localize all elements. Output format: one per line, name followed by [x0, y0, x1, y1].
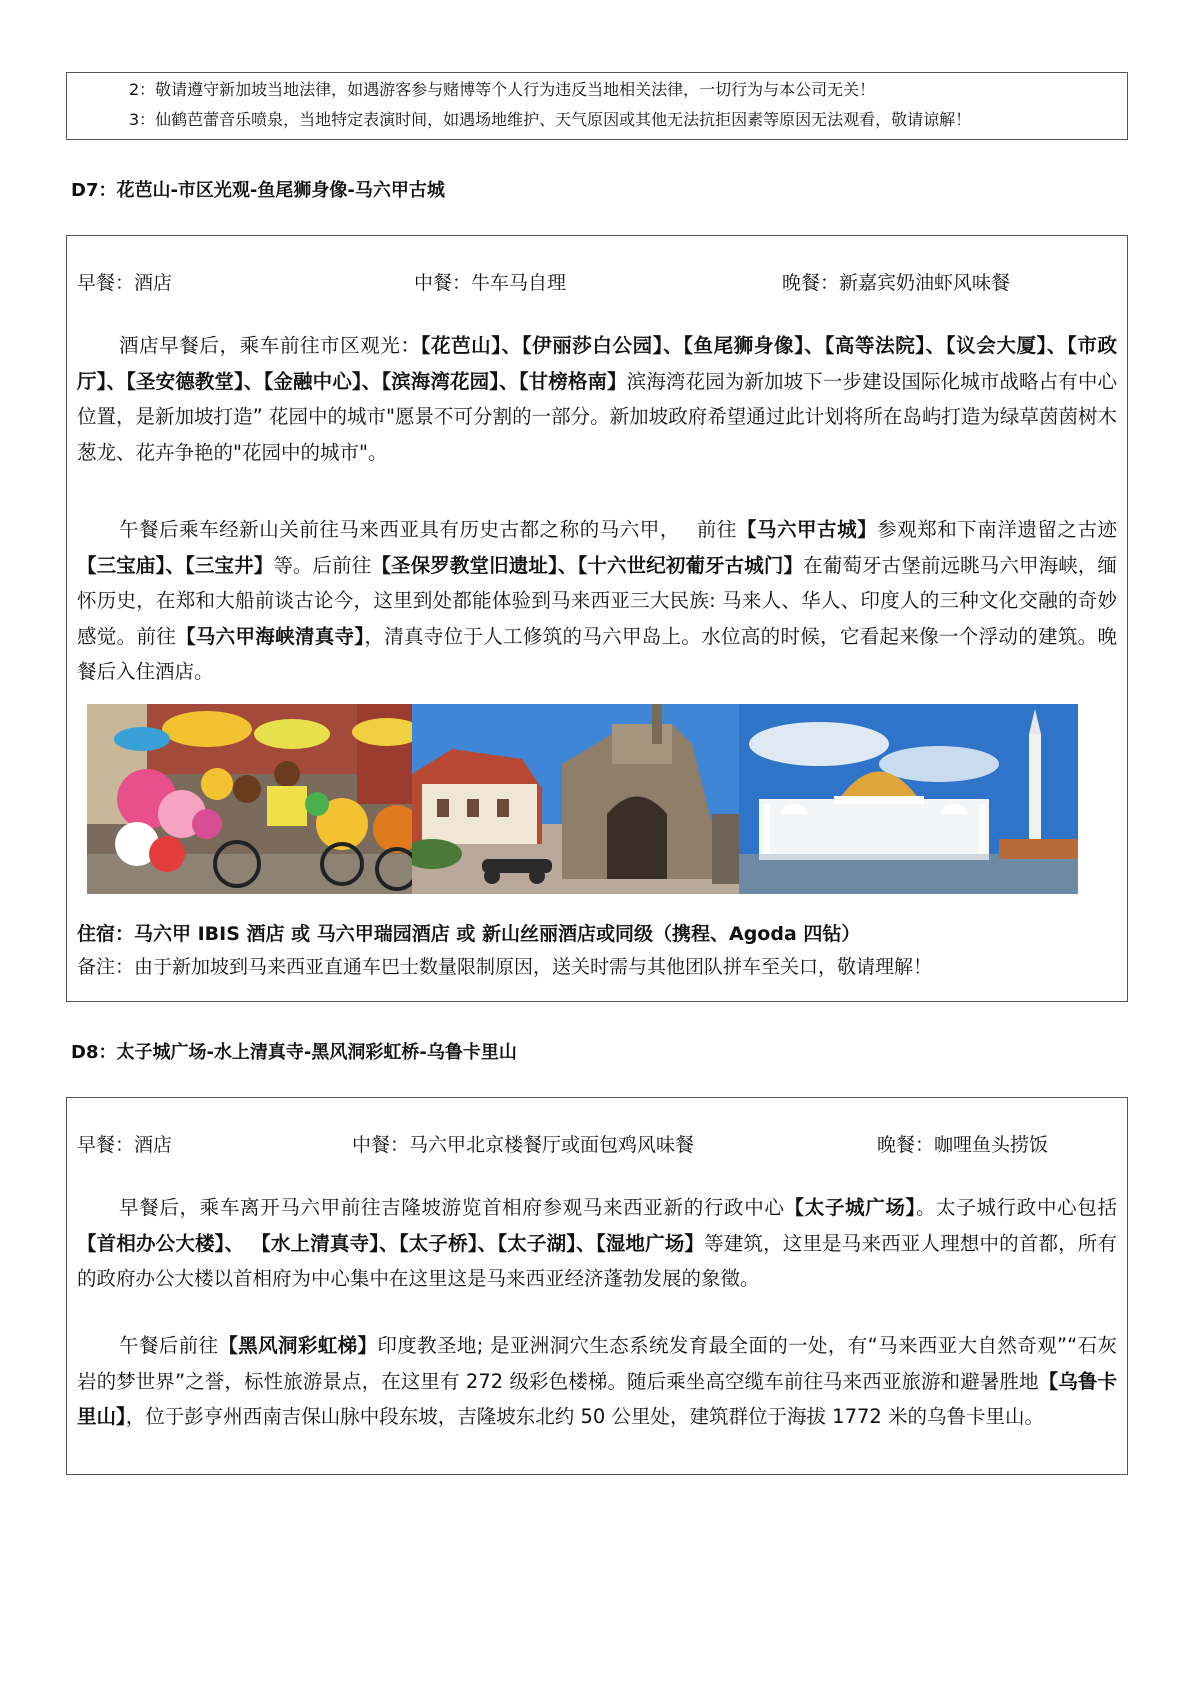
d7-p1-sights: 【花芭山】、【伊丽莎白公园】、【鱼尾狮身像】、【高等法院】、【议会大厦】、【市政厅】、【圣安德教堂】、【金融中心】、【滨海湾花园】、【甘榜格南】 [77, 334, 1117, 393]
d8-p2-text-c: ，位于彭亨州西南吉保山脉中段东坡，吉隆坡东北约 50 公里处，建筑群位于海拔 1772 米的乌鲁卡里山。 [125, 1405, 1044, 1428]
d7-paragraph-1 [77, 328, 1117, 470]
d7-p1-text-b: 滨海湾花园为新加坡下一步建设国际化城市战略占有中心位置，是新加坡打造” 花园中的城市"愿景不可分割的一部分。新加坡政府希望通过此计划将所在岛屿打造为绿草茵茵树木葱龙、花卉争艳的"花园中的城市"。 [77, 369, 1117, 464]
d8-p1-sight-b: 【首相办公大楼】、 【水上清真寺】、【太子桥】、【太子湖】、【湿地广场】 [77, 1231, 705, 1255]
d7-paragraph-2 [77, 512, 1117, 690]
d7-breakfast: 早餐：酒店 [77, 272, 173, 294]
note-line-2: 2：敬请遵守新加坡当地法律，如遇游客参与赌博等个人行为违反当地相关法律，一切行为与本公司无关！ [129, 80, 876, 99]
d8-title: D8：太子城广场-水上清真寺-黑风洞彩虹桥-乌鲁卡里山 [71, 1042, 517, 1063]
d8-box [66, 1097, 1128, 1475]
d8-paragraph-1 [77, 1190, 1117, 1297]
notes-box [66, 72, 1128, 140]
d7-remark: 备注：由于新加坡到马来西亚直通车巴士数量限制原因，送关时需与其他团队拼车至关口，敬请理解！ [77, 956, 933, 978]
d8-p1-sight-a: 【太子城广场】 [784, 1196, 916, 1219]
d7-box [66, 235, 1128, 1002]
d7-p2-text-e: ，清真寺位于人工修筑的马六甲岛上。水位高的时候，它看起来像一个浮动的建筑。晚餐后入住酒店。 [77, 624, 1117, 683]
d7-meals [77, 268, 1117, 296]
d8-breakfast: 早餐：酒店 [77, 1134, 173, 1156]
d8-paragraph-2 [77, 1328, 1117, 1435]
d7-title: D7：花芭山-市区光观-鱼尾狮身像-马六甲古城 [71, 180, 445, 201]
a-famosa-photo [412, 704, 751, 894]
d8-p1-text-c: 等建筑，这里是马来西亚人理想中的首都，所有的政府办公大楼以首相府为中心集中在这里这是马来西亚经济蓬勃发展的象徵。 [77, 1231, 1117, 1290]
d7-dinner: 晚餐：新嘉宾奶油虾风味餐 [782, 272, 1011, 294]
d8-p2-sight-b: 【乌鲁卡里山】 [77, 1369, 1117, 1428]
d7-p1-text-a: 酒店早餐后，乘车前往市区观光： [119, 334, 421, 357]
d8-p2-text-a: 午餐后前往 [119, 1334, 219, 1357]
d8-meals [77, 1130, 1117, 1158]
d8-p1-text-a: 早餐后，乘车离开马六甲前往吉隆坡游览首相府参观马来西亚新的行政中心 [119, 1196, 785, 1219]
d8-p2-sight-a: 【黑风洞彩虹梯】 [218, 1334, 378, 1357]
d7-stay: 住宿：马六甲 IBIS 酒店 或 马六甲瑞园酒店 或 新山丝丽酒店或同级（携程、Agoda 四钻） [77, 923, 861, 945]
d7-p2-sight-b: 【三宝庙】、【三宝井】 [77, 553, 274, 577]
d7-p2-sight-c: 【圣保罗教堂旧遗址】、【十六世纪初葡牙古城门】 [371, 553, 804, 577]
d7-p2-text-d: 在葡萄牙古堡前远眺马六甲海峡，缅怀历史，在郑和大船前谈古论今，这里到处都能体验到马来西亚三大民族: 马来人、华人、印度人的三种文化交融的奇妙感觉。前往 [77, 553, 1117, 648]
d7-p2-sight-a: 【马六甲古城】 [736, 518, 878, 541]
d7-lunch: 中餐：牛车马自理 [414, 272, 567, 294]
d8-p1-text-b: 。太子城行政中心包括 [915, 1196, 1117, 1219]
d8-dinner: 晚餐：咖哩鱼头捞饭 [877, 1134, 1049, 1156]
d8-lunch: 中餐：马六甲北京楼餐厅或面包鸡风味餐 [352, 1134, 695, 1156]
d8-p2-text-b: 印度教圣地; 是亚洲洞穴生态系统发育最全面的一处，有“马来西亚大自然奇观”“石灰岩的梦世界”之誉，标性旅游景点，在这里有 272 级彩色楼梯。随后乘坐高空缆车前往马来西亚旅游和避暑胜地 [77, 1334, 1117, 1393]
d7-p2-sight-d: 【马六甲海峡清真寺】 [176, 624, 365, 648]
straits-mosque-photo [739, 704, 1078, 894]
d7-p2-text-b: 参观郑和下南洋遗留之古迹 [877, 518, 1117, 541]
d7-p2-text-a: 午餐后乘车经新山关前往马来西亚具有历史古都之称的马六甲， 前往 [119, 518, 737, 541]
trishaw-photo [87, 704, 426, 894]
note-line-3: 3：仙鹤芭蕾音乐喷泉，当地特定表演时间，如遇场地维护、天气原因或其他无法抗拒因素等原因无法观看，敬请谅解！ [129, 110, 972, 129]
d7-p2-text-c: 等。后前往 [273, 553, 372, 577]
